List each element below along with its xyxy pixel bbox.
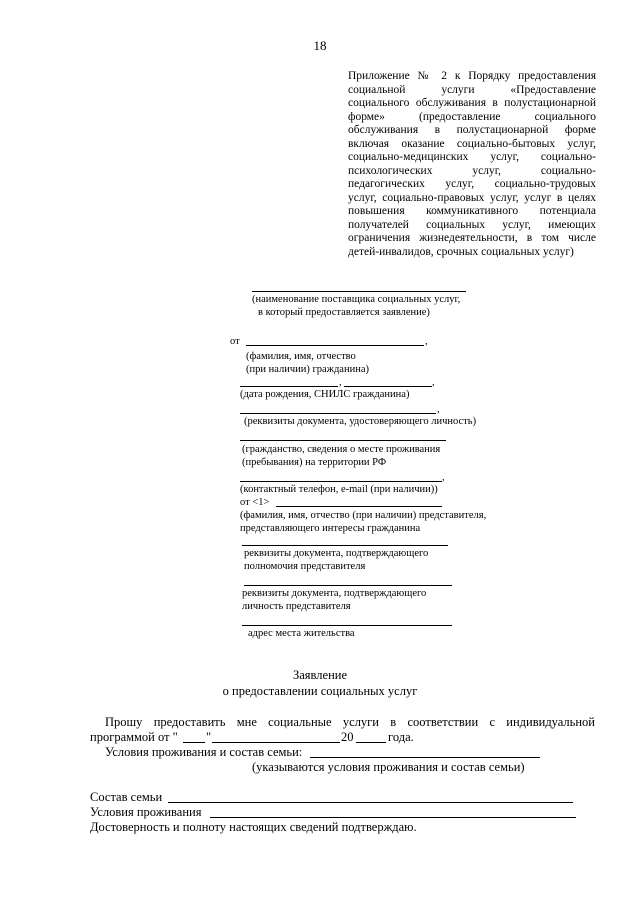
appendix-line: педагогических услуг, социально-трудовых <box>348 178 596 190</box>
conditions-line[interactable] <box>210 817 576 818</box>
authority-caption-2: полномочия представителя <box>244 561 366 572</box>
comma-2: , <box>339 377 342 388</box>
representative-caption-1: (фамилия, имя, отчество (при наличии) представителя, <box>240 510 487 521</box>
comma-5: , <box>442 472 445 483</box>
statement-title: Заявление <box>292 668 347 682</box>
id-doc-caption: (реквизиты документа, удостоверяющего личность) <box>244 416 477 427</box>
provider-name-line[interactable] <box>252 291 466 292</box>
comma-3: , <box>432 377 435 388</box>
birth-date-line[interactable] <box>240 386 338 387</box>
from-ref: от <1> <box>240 497 270 508</box>
citizenship-caption-2: (пребывания) на территории РФ <box>242 457 387 468</box>
representative-line[interactable] <box>276 506 442 507</box>
appendix-line: социального обслуживания в полустационарной <box>348 97 596 109</box>
snils-line[interactable] <box>344 386 432 387</box>
representative-caption-2: представляющего интересы гражданина <box>240 523 421 534</box>
rep-identity-line[interactable] <box>244 585 452 586</box>
appendix-line: детей-инвалидов, срочных социальных услуг) <box>348 245 574 258</box>
comma-4: , <box>437 404 440 415</box>
page-number: 18 <box>313 38 327 53</box>
appendix-header <box>348 70 596 259</box>
authority-doc-line[interactable] <box>242 545 448 546</box>
citizenship-caption-1: (гражданство, сведения о месте проживания <box>242 444 441 455</box>
program-day-line[interactable] <box>183 742 205 743</box>
confirmation-text: Достоверность и полноту настоящих сведений подтверждаю. <box>90 820 417 834</box>
appendix-line: услуг, социально-правовых услуг, услуг в целях <box>348 191 596 204</box>
contact-caption: (контактный телефон, e-mail (при наличии)) <box>240 484 438 495</box>
appendix-line: получателей социальных услуг, имеющих <box>348 218 596 231</box>
appendix-line: включая оказание социально-бытовых услуг, <box>348 137 596 150</box>
program-date-quote: " <box>206 730 212 744</box>
provider-caption-1: (наименование поставщика социальных услуг, <box>252 294 461 305</box>
address-line[interactable] <box>242 625 452 626</box>
fio-caption-2: (при наличии) гражданина) <box>246 364 369 375</box>
appendix-line: психологических услуг, социально- <box>348 164 596 177</box>
citizenship-line[interactable] <box>240 440 446 441</box>
appendix-line: обслуживания в полустационарной форме <box>348 124 596 136</box>
request-paragraph-line1: Прошу предоставить мне социальные услуги в соответствии с индивидуальной <box>105 715 595 729</box>
appendix-line: повышения коммуникативного потенциала <box>348 205 596 217</box>
appendix-line: социальной услуги «Предоставление <box>348 83 596 96</box>
statement-subtitle: о предоставлении социальных услуг <box>222 684 418 698</box>
comma-1: , <box>425 336 428 347</box>
family-line[interactable] <box>168 802 573 803</box>
living-conditions-line[interactable] <box>310 757 540 758</box>
conditions-label: Условия проживания <box>90 805 202 819</box>
rep-identity-caption-1: реквизиты документа, подтверждающего <box>242 588 427 599</box>
rep-identity-caption-2: личность представителя <box>242 601 351 612</box>
birth-caption: (дата рождения, СНИЛС гражданина) <box>240 389 410 400</box>
program-date-prefix: программой от " <box>90 730 178 744</box>
appendix-line: социально-медицинских услуг, социально- <box>348 151 596 163</box>
program-year-line[interactable] <box>356 742 386 743</box>
appendix-line: Приложение № 2 к Порядку предоставления <box>348 70 596 82</box>
authority-caption-1: реквизиты документа, подтверждающего <box>244 548 429 559</box>
id-doc-line[interactable] <box>240 413 436 414</box>
appendix-line: ограничения жизнедеятельности, в том числе <box>348 232 596 244</box>
provider-caption-2: в который предоставляется заявление) <box>258 307 430 318</box>
from-label: от <box>230 336 240 347</box>
applicant-name-line[interactable] <box>246 345 424 346</box>
contact-line[interactable] <box>240 481 442 482</box>
living-conditions-caption: (указываются условия проживания и состав семьи) <box>252 760 525 774</box>
fio-caption-1: (фамилия, имя, отчество <box>246 351 356 362</box>
living-conditions-label: Условия проживания и состав семьи: <box>105 745 303 759</box>
program-year-prefix: 20 <box>341 730 354 744</box>
address-caption: адрес места жительства <box>248 628 355 639</box>
program-month-line[interactable] <box>212 742 340 743</box>
program-date-suffix: года. <box>388 730 414 744</box>
family-label: Состав семьи <box>90 790 163 804</box>
appendix-line: форме» (предоставление социального <box>348 110 596 123</box>
